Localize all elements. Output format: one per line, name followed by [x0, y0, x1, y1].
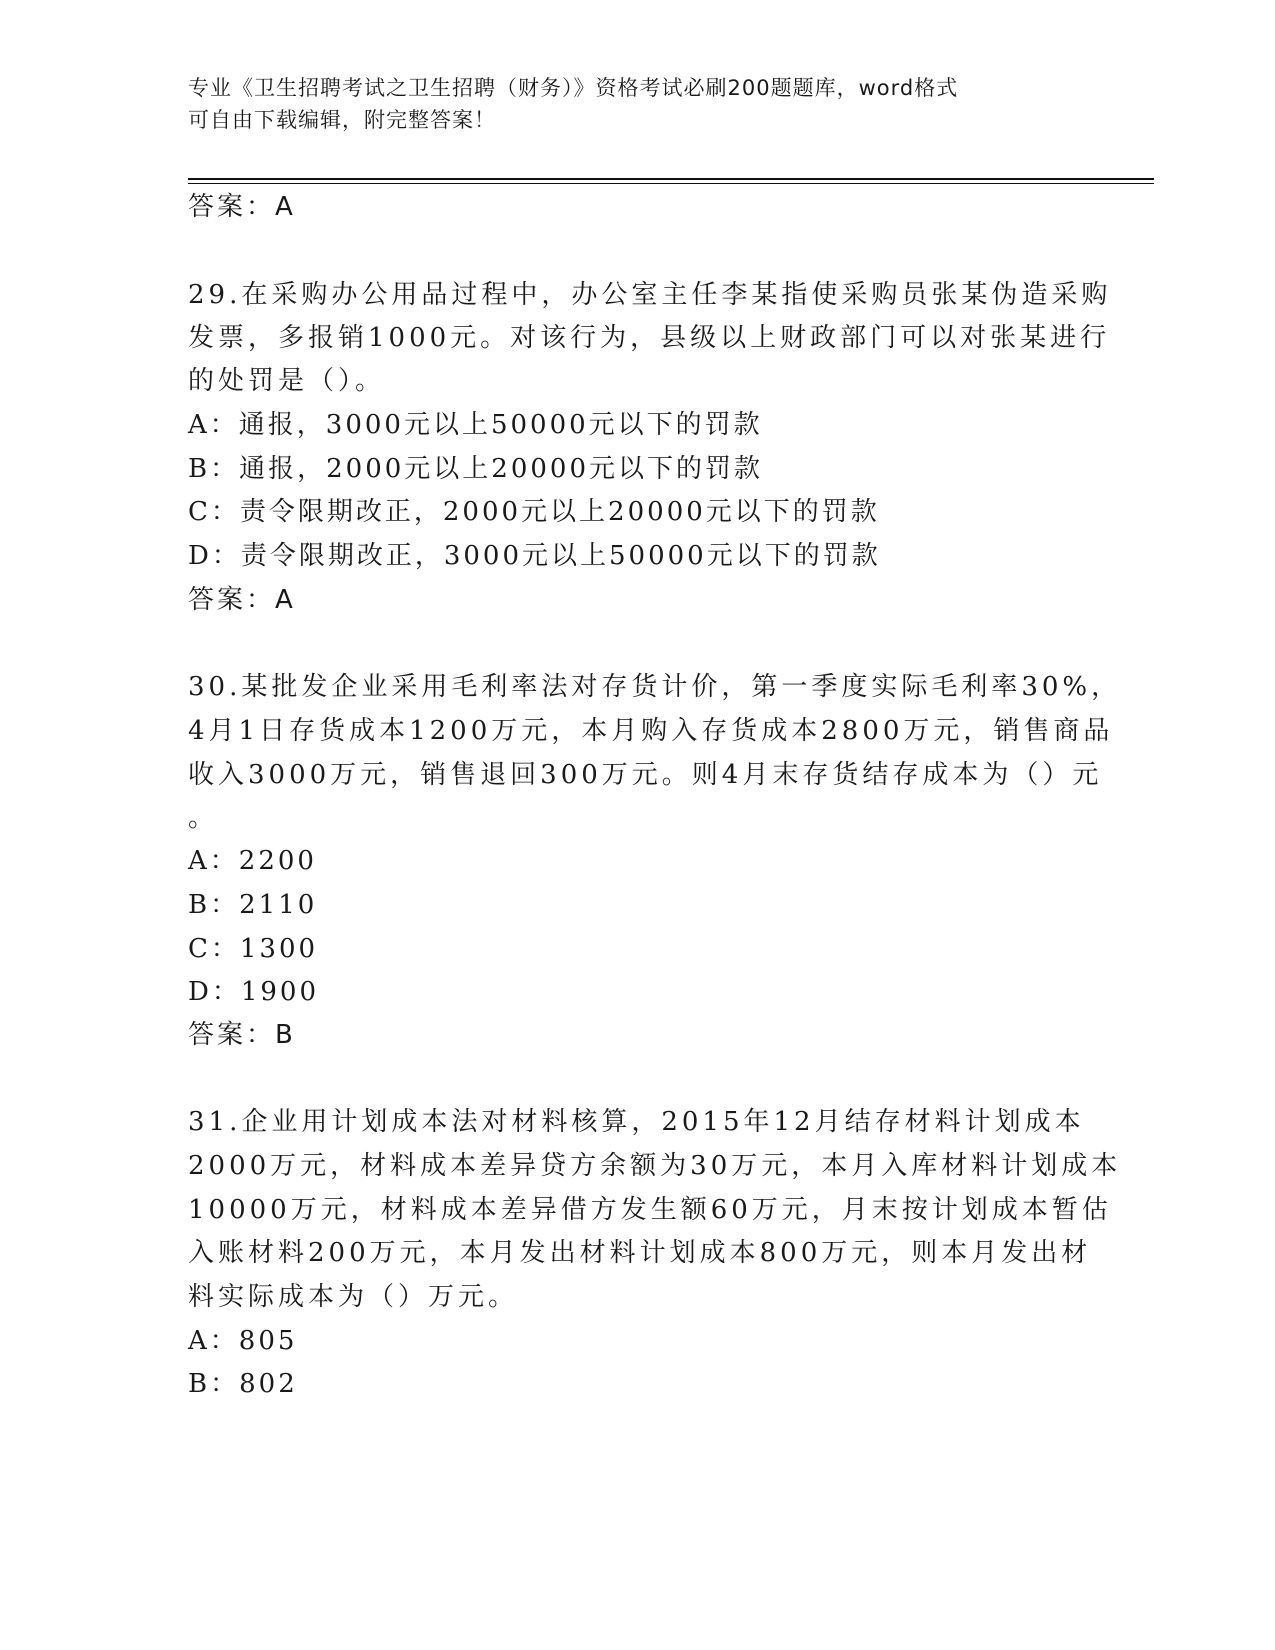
q30-option-b: B：2110 — [188, 890, 318, 920]
q31-text-line-1: 31.企业用计划成本法对材料核算，2015年12月结存材料计划成本 — [188, 1107, 1085, 1137]
previous-answer: 答案：A — [188, 192, 296, 222]
q30-option-c: C：1300 — [188, 934, 319, 964]
header-rule-thin — [188, 183, 1154, 184]
q31-option-b: B：802 — [188, 1369, 298, 1399]
q29-text-line-1: 29.在采购办公用品过程中，办公室主任李某指使采购员张某伪造采购 — [188, 280, 1112, 310]
q30-text-line-2: 4月1日存货成本1200万元，本月购入存货成本2800万元，销售商品 — [188, 716, 1114, 746]
q29-text-line-3: 的处罚是（）。 — [188, 366, 386, 396]
q31-text-line-5: 料实际成本为（）万元。 — [188, 1282, 519, 1312]
q29-option-c: C：责令限期改正，2000元以上20000元以下的罚款 — [188, 497, 880, 527]
q30-text-line-1: 30.某批发企业采用毛利率法对存货计价，第一季度实际毛利率30%， — [188, 672, 1122, 702]
q29-text-line-2: 发票，多报销1000元。对该行为，县级以上财政部门可以对张某进行 — [188, 323, 1111, 353]
q30-answer: 答案：B — [188, 1020, 296, 1050]
q30-option-a: A：2200 — [188, 846, 317, 876]
header-line-1: 专业《卫生招聘考试之卫生招聘（财务）》资格考试必刷200题题库，word格式 — [188, 76, 959, 100]
header-rule-thick — [188, 178, 1154, 180]
q29-option-a: A：通报，3000元以上50000元以下的罚款 — [188, 410, 763, 440]
q29-option-b: B：通报，2000元以上20000元以下的罚款 — [188, 454, 763, 484]
page-header — [188, 72, 1068, 136]
q31-text-line-4: 入账材料200万元，本月发出材料计划成本800万元，则本月发出材 — [188, 1238, 1092, 1268]
q30-text-line-4: 。 — [188, 803, 219, 833]
q31-option-a: A：805 — [188, 1326, 298, 1356]
q30-option-d: D：1900 — [188, 977, 320, 1007]
q29-answer: 答案：A — [188, 585, 296, 615]
q31-text-line-2: 2000万元，材料成本差异贷方余额为30万元，本月入库材料计划成本 — [188, 1151, 1122, 1181]
q31-text-line-3: 10000万元，材料成本差异借方发生额60万元，月末按计划成本暂估 — [188, 1195, 1112, 1225]
q30-text-line-3: 收入3000万元，销售退回300万元。则4月末存货结存成本为（）元 — [188, 760, 1103, 790]
header-line-2: 可自由下载编辑，附完整答案！ — [188, 108, 496, 132]
q29-option-d: D：责令限期改正，3000元以上50000元以下的罚款 — [188, 541, 881, 571]
